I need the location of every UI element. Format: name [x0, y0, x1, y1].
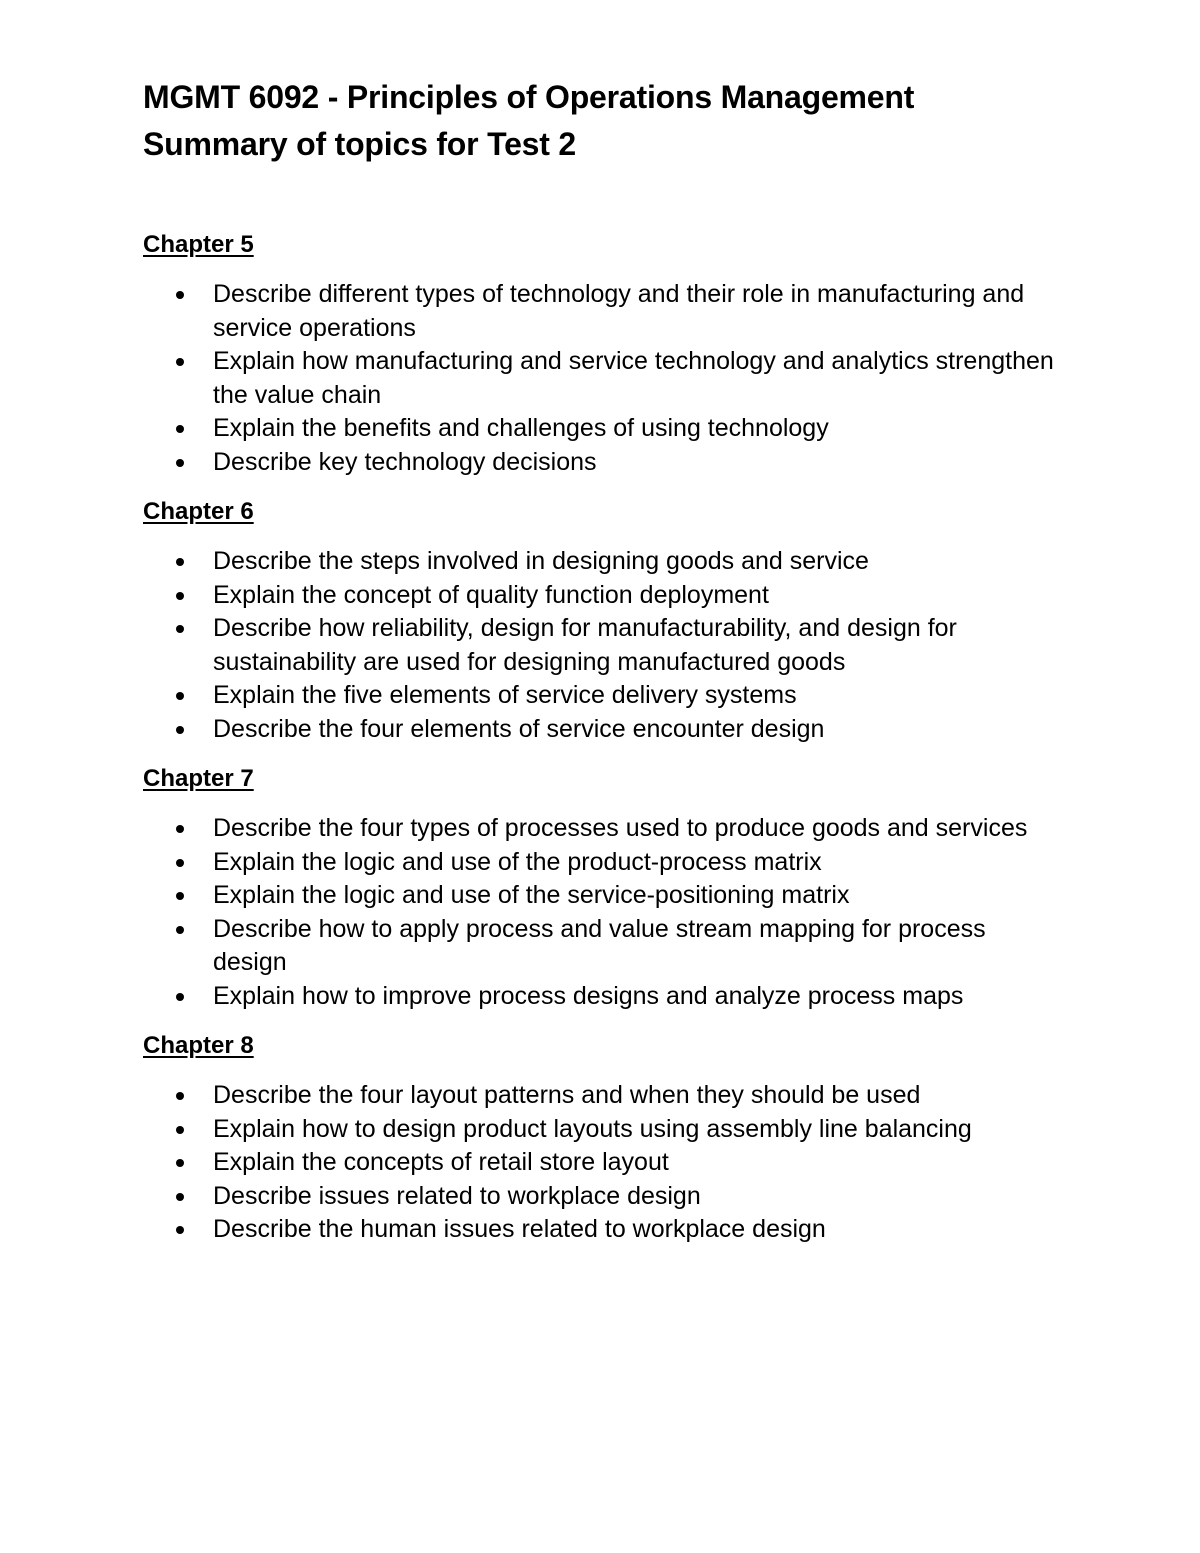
topic-item: [143, 278, 1063, 345]
topic-text: Describe the human issues related to workplace design: [213, 1215, 826, 1243]
topic-text: Explain the logic and use of the product-process matrix: [213, 847, 822, 876]
chapter-section-6: [143, 497, 1063, 746]
bullet-icon: [176, 592, 184, 600]
document-title: [143, 74, 1063, 168]
topic-text: Explain how to improve process designs and analyze process maps: [213, 981, 964, 1010]
bullet-icon: [176, 1092, 184, 1100]
topic-text: Explain the benefits and challenges of using technology: [213, 414, 829, 442]
topic-text: Explain how manufacturing and service technology and analytics strengthen the value chain: [213, 347, 1054, 409]
bullet-icon: [176, 825, 184, 833]
topic-item: [143, 446, 1063, 480]
chapter-heading: Chapter 8: [143, 1032, 254, 1059]
bullet-icon: [176, 291, 184, 299]
bullet-icon: [176, 993, 184, 1001]
chapter-section-5: [143, 230, 1063, 479]
bullet-icon: [176, 726, 184, 734]
bullet-icon: [176, 926, 184, 934]
chapter-section-7: [143, 764, 1063, 1013]
topic-text: Describe how to apply process and value stream mapping for process design: [213, 914, 986, 976]
topic-text: Explain how to design product layouts using assembly line balancing: [213, 1114, 972, 1143]
topic-item: [143, 579, 1063, 613]
topic-item: [143, 345, 1063, 412]
topic-item: [143, 879, 1063, 913]
test-subtitle: Summary of topics for Test 2: [143, 126, 577, 162]
topic-list: [143, 1079, 1063, 1247]
bullet-icon: [176, 358, 184, 366]
topic-item: [143, 612, 1063, 679]
topic-text: Describe issues related to workplace design: [213, 1181, 701, 1210]
topic-item: [143, 913, 1063, 980]
bullet-icon: [176, 1226, 184, 1234]
topic-list: [143, 278, 1063, 479]
topic-text: Explain the concept of quality function deployment: [213, 580, 769, 609]
bullet-icon: [176, 459, 184, 467]
bullet-icon: [176, 1126, 184, 1134]
topic-list: [143, 545, 1063, 746]
bullet-icon: [176, 1159, 184, 1167]
chapter-heading: Chapter 6: [143, 498, 254, 525]
topic-text: Describe the four layout patterns and when they should be used: [213, 1081, 921, 1109]
topic-item: [143, 1113, 1063, 1147]
topic-item: [143, 980, 1063, 1014]
topic-item: [143, 1213, 1063, 1247]
document-page: [143, 74, 1063, 1265]
chapter-heading: Chapter 7: [143, 765, 254, 792]
course-title: MGMT 6092 - Principles of Operations Management: [143, 79, 915, 115]
topic-item: [143, 812, 1063, 846]
topic-item: [143, 1079, 1063, 1113]
topic-item: [143, 412, 1063, 446]
topic-item: [143, 713, 1063, 747]
topic-item: [143, 1146, 1063, 1180]
chapter-section-8: [143, 1031, 1063, 1247]
bullet-icon: [176, 692, 184, 700]
chapter-heading: Chapter 5: [143, 231, 254, 258]
topic-text: Explain the five elements of service delivery systems: [213, 681, 797, 709]
bullet-icon: [176, 859, 184, 867]
topic-text: Describe how reliability, design for manufacturability, and design for sustainability are used for designing manufactured goods: [213, 614, 957, 676]
bullet-icon: [176, 425, 184, 433]
topic-text: Describe key technology decisions: [213, 447, 597, 476]
topic-text: Describe the steps involved in designing goods and service: [213, 547, 869, 575]
bullet-icon: [176, 625, 184, 633]
bullet-icon: [176, 1193, 184, 1201]
topic-item: [143, 1180, 1063, 1214]
topic-text: Describe the four elements of service encounter design: [213, 714, 825, 743]
topic-text: Explain the concepts of retail store layout: [213, 1148, 669, 1176]
topic-item: [143, 545, 1063, 579]
bullet-icon: [176, 892, 184, 900]
topic-text: Describe different types of technology and their role in manufacturing and service operations: [213, 280, 1025, 342]
topic-text: Describe the four types of processes used to produce goods and services: [213, 814, 1028, 842]
bullet-icon: [176, 558, 184, 566]
topic-item: [143, 846, 1063, 880]
topic-list: [143, 812, 1063, 1013]
topic-item: [143, 679, 1063, 713]
topic-text: Explain the logic and use of the service-positioning matrix: [213, 881, 850, 909]
